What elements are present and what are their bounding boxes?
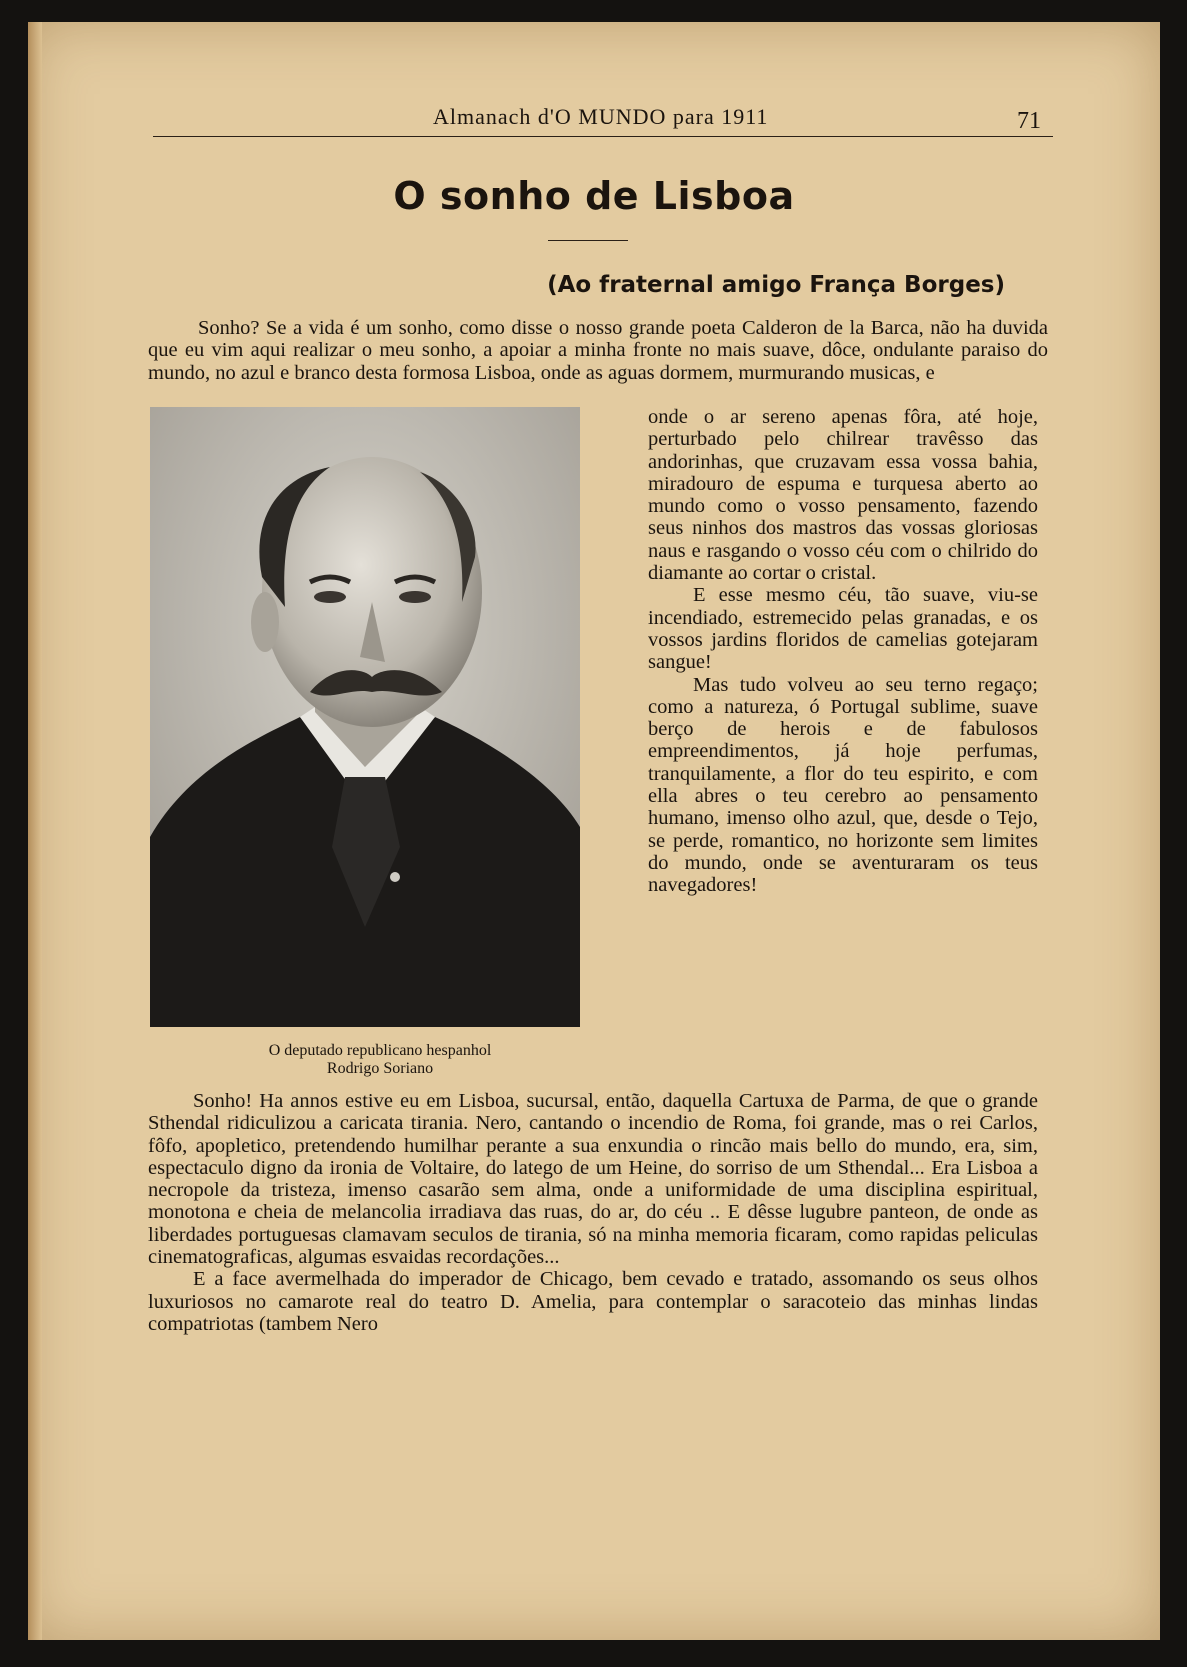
portrait-illustration	[150, 407, 580, 1027]
page	[28, 22, 1160, 1640]
portrait-photo	[150, 407, 580, 1027]
article-title: O sonho de Lisboa	[393, 174, 795, 218]
column-paragraph-1: onde o ar sereno apenas fôra, até hoje, perturbado pelo chilrear travêsso das andorinhas, que cruzavam essa vossa bahia, miradouro de espuma e turquesa aberto ao mundo como o vosso pensamento, fazendo seus ninhos dos mastros das vossas gloriosas naus e rasgando o vosso céu com o chilrido do diamante ao cortar o cristal.	[648, 406, 1038, 585]
right-column-text	[648, 406, 1038, 897]
title-rule	[548, 240, 628, 241]
bottom-paragraph-1: Sonho! Ha annos estive eu em Lisboa, sucursal, então, daquella Cartuxa de Parma, de que o grande Sthendal ridiculizou a caricata tirania. Nero, cantando o incendio de Roma, foi grande, mas o rei Carlos, fôfo, apopletico, pretendendo humilhar perante a sua enxundia o rincão mais bello do mundo, era, sim, espectaculo digno da ironia de Voltaire, do latego de um Heine, do sorriso de um Sthendal... Era Lisboa a necropole da tristeza, imenso casarão sem alma, onde a uniformidade de uma disciplina espiritual, monotona e cheia de melancolia irradiava das ruas, do ar, do céu .. E dêsse lugubre panteon, de onde as liberdades portuguesas clamavam seculos de tirania, só na minha memoria ficaram, como rapidas peliculas cinematograficas, algumas esvaidas recordações...	[148, 1090, 1038, 1269]
intro-paragraph: Sonho? Se a vida é um sonho, como disse o nosso grande poeta Calderon de la Barca, não ha duvida que eu vim aqui realizar o meu sonho, a apoiar a minha fronte no mais suave, dôce, ondulante paraiso do mundo, no azul e branco desta formosa Lisboa, onde as aguas dormem, murmurando musicas, e	[148, 317, 1048, 384]
column-paragraph-2: E esse mesmo céu, tão suave, viu-se incendiado, estremecido pelas granadas, e os vossos jardins floridos de camelias gotejaram sangue!	[648, 584, 1038, 674]
running-head	[153, 102, 1053, 137]
page-number: 71	[1017, 108, 1041, 134]
dedication: (Ao fraternal amigo França Borges)	[547, 272, 1005, 298]
bottom-paragraph-2: E a face avermelhada do imperador de Chicago, bem cevado e tratado, assomando os seus olhos luxuriosos no camarote real do teatro D. Amelia, para contemplar o saracoteio das minhas lindas compatriotas (tambem Nero	[148, 1268, 1038, 1335]
caption-line-1: O deputado republicano hespanhol	[268, 1042, 492, 1059]
photo-caption	[150, 1042, 610, 1078]
bottom-text	[148, 1090, 1038, 1335]
running-title: Almanach d'O MUNDO para 1911	[433, 104, 769, 129]
page-edge	[28, 22, 42, 1640]
column-paragraph-3: Mas tudo volveu ao seu terno regaço; como a natureza, ó Portugal sublime, suave berço de herois e de fabulosos empreendimentos, já hoje perfumas, tranquilamente, a flor do teu espirito, e com ella abres o teu cerebro ao pensamento humano, imenso olho azul, que, desde o Tejo, se perde, romantico, no horizonte sem limites do mundo, onde se aventuraram os teus navegadores!	[648, 673, 1038, 897]
caption-line-2: Rodrigo Soriano	[326, 1060, 434, 1077]
